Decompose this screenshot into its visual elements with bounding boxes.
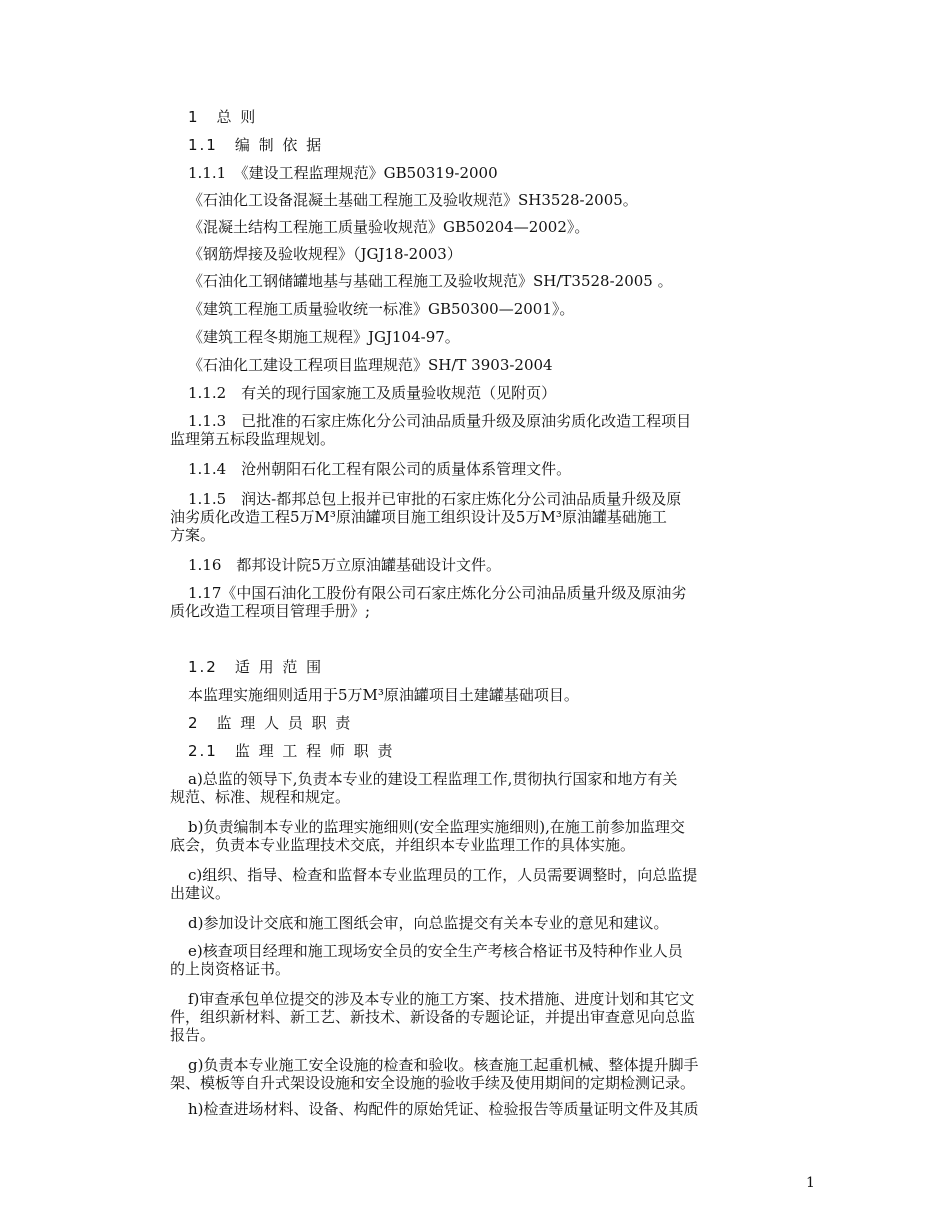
duty-paragraph-e xyxy=(170,942,810,978)
basis-item: 《混凝土结构工程施工质量验收规范》GB50204—2002》。 xyxy=(188,218,590,236)
basis-item-1-16: 1.16 都邦设计院5万立原油罐基础设计文件。 xyxy=(188,556,501,574)
duty-paragraph-c xyxy=(170,866,810,902)
subsection-heading-1-1: 1.1 编 制 依 据 xyxy=(188,136,324,154)
text-line: 出建议。 xyxy=(170,884,231,902)
text-line: c)组织、指导、检查和监督本专业监理员的工作，人员需要调整时，向总监提 xyxy=(188,866,698,884)
text-line: 规范、标准、规程和规定。 xyxy=(170,788,351,806)
text-line: 件，组织新材料、新工艺、新技术、新设备的专题论证，并提出审查意见向总监 xyxy=(170,1008,696,1026)
basis-item: 《石油化工钢储罐地基与基础工程施工及验收规范》SH/T3528-2005 。 xyxy=(188,272,673,290)
text-line: b)负责编制本专业的监理实施细则(安全监理实施细则),在施工前参加监理交 xyxy=(188,818,685,836)
basis-item-1-1-4: 1.1.4 沧州朝阳石化工程有限公司的质量体系管理文件。 xyxy=(188,460,572,478)
scope-text: 本监理实施细则适用于5万M³原油罐项目土建罐基础项目。 xyxy=(188,686,579,704)
text-line: h)检查进场材料、设备、构配件的原始凭证、检验报告等质量证明文件及其质 xyxy=(188,1100,699,1118)
basis-item-1-1-5 xyxy=(170,490,810,544)
text-line: 1.1.5 润达-都邦总包上报并已审批的石家庄炼化分公司油品质量升级及原 xyxy=(188,490,682,508)
duty-paragraph-f xyxy=(170,990,810,1044)
basis-item: 《建筑工程冬期施工规程》JGJ104-97。 xyxy=(188,328,460,346)
text-line: 架、模板等自升式架设设施和安全设施的验收手续及使用期间的定期检测记录。 xyxy=(170,1074,696,1092)
text-line: 报告。 xyxy=(170,1026,216,1044)
text-line: 底会，负责本专业监理技术交底，并组织本专业监理工作的具体实施。 xyxy=(170,836,636,854)
basis-item-1-17 xyxy=(170,584,810,620)
duty-paragraph-b xyxy=(170,818,810,854)
section-heading-1: 1 总 则 xyxy=(188,108,258,126)
text-line: 1.1.3 已批准的石家庄炼化分公司油品质量升级及原油劣质化改造工程项目 xyxy=(188,412,692,430)
basis-item: 1.1.2 有关的现行国家施工及质量验收规范（见附页） xyxy=(188,384,557,402)
basis-item: 1.1.1 《建设工程监理规范》GB50319-2000 xyxy=(188,164,498,182)
text-line: a)总监的领导下,负责本专业的建设工程监理工作,贯彻执行国家和地方有关 xyxy=(188,770,678,788)
duty-paragraph-d xyxy=(170,914,810,932)
duty-paragraph-a xyxy=(170,770,810,806)
text-line: f)审查承包单位提交的涉及本专业的施工方案、技术措施、进度计划和其它文 xyxy=(188,990,695,1008)
basis-item: 《石油化工设备混凝土基础工程施工及验收规范》SH3528-2005。 xyxy=(188,191,638,209)
text-line: 监理第五标段监理规划。 xyxy=(170,430,336,448)
basis-item: 《建筑工程施工质量验收统一标准》GB50300—2001》。 xyxy=(188,300,575,318)
subsection-heading-2-1: 2.1 监 理 工 程 师 职 责 xyxy=(188,742,395,760)
text-line: e)核查项目经理和施工现场安全员的安全生产考核合格证书及特种作业人员 xyxy=(188,942,683,960)
duty-paragraph-h xyxy=(170,1100,810,1118)
duty-paragraph-g xyxy=(170,1056,810,1092)
section-heading-2: 2 监 理 人 员 职 责 xyxy=(188,714,353,732)
basis-item-1-1-3 xyxy=(170,412,810,448)
subsection-heading-1-2: 1.2 适 用 范 围 xyxy=(188,658,324,676)
text-line: g)负责本专业施工安全设施的检查和验收。核查施工起重机械、整体提升脚手 xyxy=(188,1056,699,1074)
text-line: 油劣质化改造工程5万M³原油罐项目施工组织设计及5万M³原油罐基础施工 xyxy=(170,508,667,526)
text-line: 质化改造工程项目管理手册》; xyxy=(170,602,371,620)
text-line: 方案。 xyxy=(170,526,216,544)
text-line: 1.17《中国石油化工股份有限公司石家庄炼化分公司油品质量升级及原油劣 xyxy=(188,584,687,602)
page-number: 1 xyxy=(806,1175,815,1191)
basis-item: 《钢筋焊接及验收规程》（JGJ18-2003） xyxy=(188,245,462,263)
text-line: 的上岗资格证书。 xyxy=(170,960,291,978)
basis-item: 《石油化工建设工程项目监理规范》SH/T 3903-2004 xyxy=(188,356,553,374)
text-line: d)参加设计交底和施工图纸会审，向总监提交有关本专业的意见和建议。 xyxy=(188,914,669,932)
